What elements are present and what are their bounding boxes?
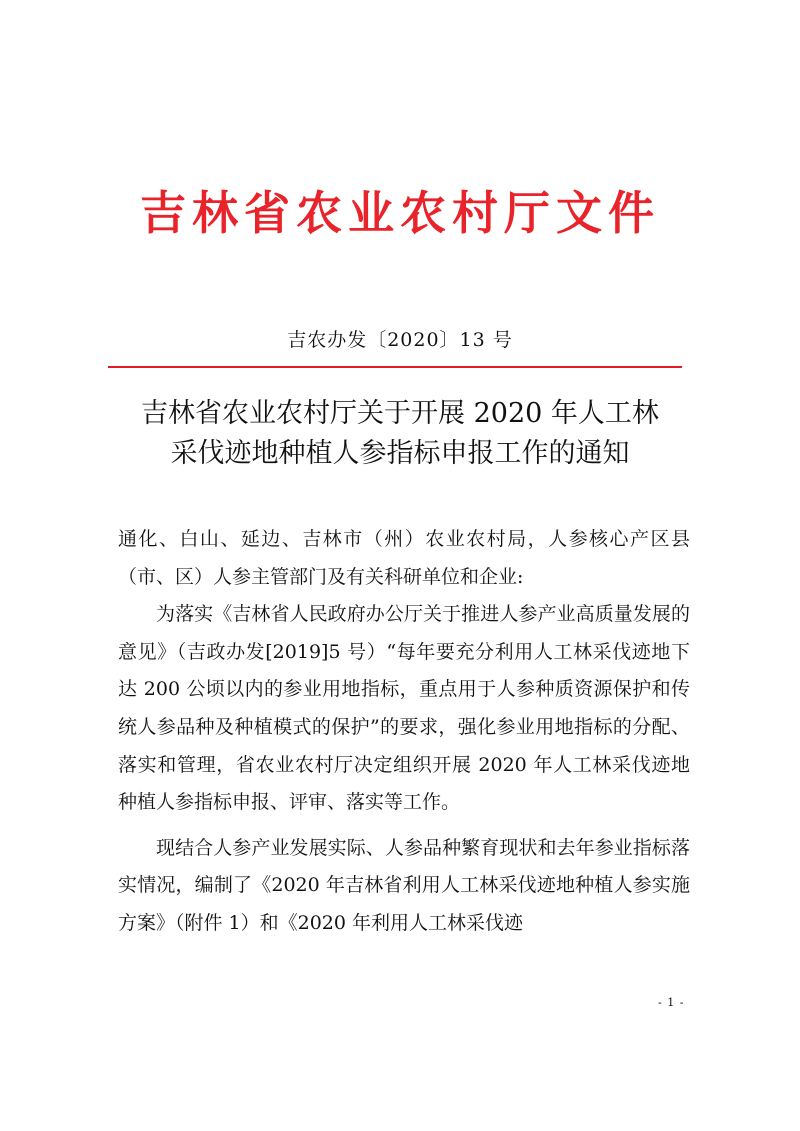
notice-title [100, 394, 700, 474]
body-paragraph-2: 现结合人参产业发展实际、人参品种繁育现状和去年参业指标落实情况，编制了《2020 年吉林省利用人工林采伐迹地种植人参实施方案》（附件 1）和《2020 年利用人工林采伐迹 [118, 836, 690, 934]
document-body [118, 521, 690, 943]
red-divider-line [108, 366, 682, 368]
notice-title-line-1: 吉林省农业农村厅关于开展 2020 年人工林 [141, 398, 659, 429]
issuing-authority-header: 吉林省农业农村厅文件 [140, 186, 660, 240]
body-paragraph-1: 为落实《吉林省人民政府办公厅关于推进人参产业高质量发展的意见》（吉政办发[2019]5 号）“每年要充分利用人工林采伐迹地下达 200 公顷以内的参业用地指标，重点用于人参种质资源保护和传统人参品种及种植模式的保护”的要求，强化参业用地指标的分配、落实和管理，省农业农村厅决定组织开展 2020 年人工林采伐迹地种植人参指标申报、评审、落实等工作。 [118, 603, 690, 814]
addressee-paragraph: 通化、白山、延边、吉林市（州）农业农村局，人参核心产区县（市、区）人参主管部门及有关科研单位和企业: [118, 528, 690, 588]
document-number: 吉农办发〔2020〕13 号 [287, 329, 513, 351]
notice-title-line-2: 采伐迹地种植人参指标申报工作的通知 [170, 438, 630, 469]
page-number: - 1 - [658, 996, 685, 1009]
